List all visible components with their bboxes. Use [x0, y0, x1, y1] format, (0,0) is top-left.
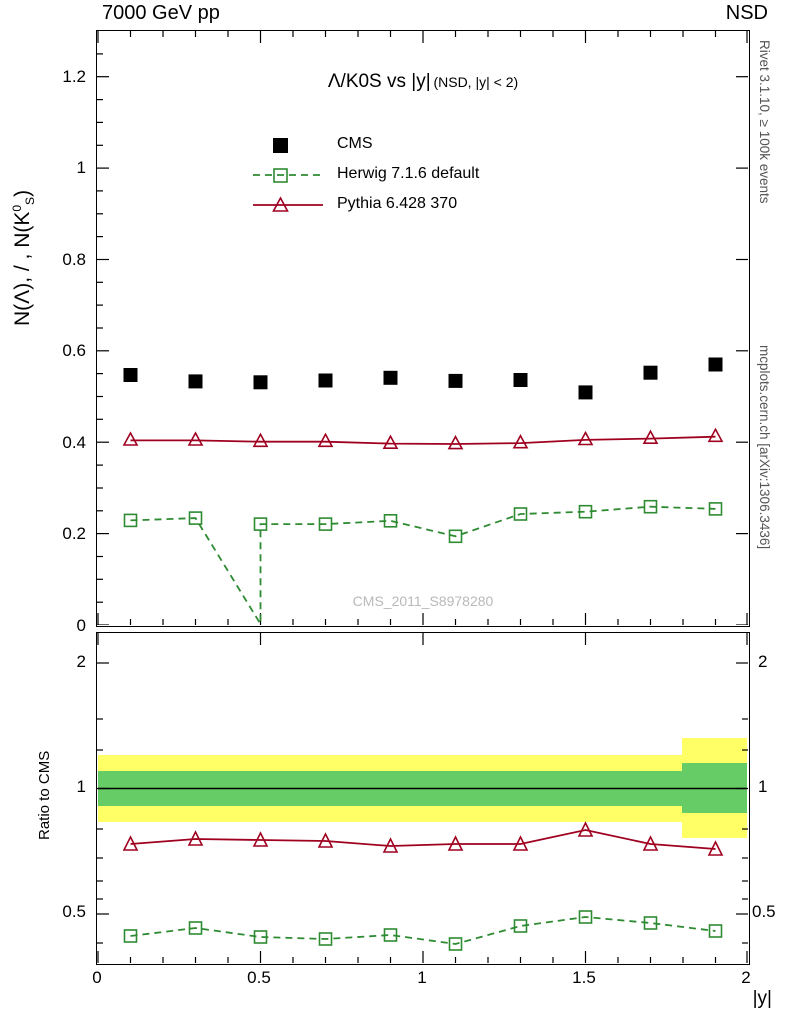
legend-label-cms: CMS	[337, 135, 373, 152]
main-ytick-1: 1	[76, 158, 86, 177]
ratio-ytick-0p5-left: 0.5	[62, 902, 86, 921]
xtick-0p5: 0.5	[247, 968, 271, 987]
rivet-version-label: Rivet 3.1.10, ≥ 100k events	[757, 40, 772, 204]
header-beam-label: 7000 GeV pp	[102, 2, 220, 24]
main-ytick-0p8: 0.8	[62, 250, 86, 269]
xtick-2: 2	[741, 968, 751, 987]
xtick-0: 0	[92, 968, 102, 987]
series-pythia	[131, 437, 716, 444]
ratio-ytick-0p5-right: 0.5	[752, 902, 776, 921]
mcplots-arxiv-label: mcplots.cern.ch [arXiv:1306.3436]	[757, 345, 772, 550]
legend-label-herwig: Herwig 7.1.6 default	[337, 165, 480, 182]
ratio-series-herwig	[131, 917, 716, 944]
ratio-ytick-1-right: 1	[758, 777, 768, 796]
ratio-plot-panel	[96, 632, 750, 965]
legend-marker-pythia	[247, 191, 331, 219]
main-plot-svg	[97, 31, 748, 625]
main-ytick-1p2: 1.2	[62, 67, 86, 86]
ratio-y-axis-label: Ratio to CMS	[36, 750, 53, 840]
ratio-ytick-1-left: 1	[76, 777, 86, 796]
main-ytick-0p6: 0.6	[62, 341, 86, 360]
legend-marker-herwig	[247, 161, 331, 189]
series-herwig-markers	[125, 501, 722, 543]
main-y-axis-label: N(Λ), / , $N(K^0_S)$	[10, 189, 38, 326]
main-ytick-0p4: 0.4	[62, 433, 86, 452]
x-axis-label: |y|	[752, 988, 772, 1009]
ratio-series-pythia	[131, 830, 716, 849]
ratio-ytick-2-left: 2	[76, 652, 86, 671]
ratio-plot-svg	[97, 633, 748, 963]
legend-label-pythia: Pythia 6.428 370	[337, 195, 458, 212]
ratio-ytick-2-right: 2	[758, 652, 768, 671]
main-plot-panel	[96, 30, 750, 627]
header-process-label: NSD	[725, 2, 768, 24]
xtick-1p5: 1.5	[572, 968, 596, 987]
legend-marker-cms	[247, 131, 331, 159]
xtick-1: 1	[417, 968, 427, 987]
plot-title: Λ/K0S vs |y| (NSD, |y| < 2)	[327, 71, 519, 92]
main-ytick-0p2: 0.2	[62, 524, 86, 543]
main-ytick-0: 0	[76, 616, 86, 635]
series-cms-markers	[124, 358, 723, 400]
analysis-watermark: CMS_2011_S8978280	[352, 593, 494, 609]
